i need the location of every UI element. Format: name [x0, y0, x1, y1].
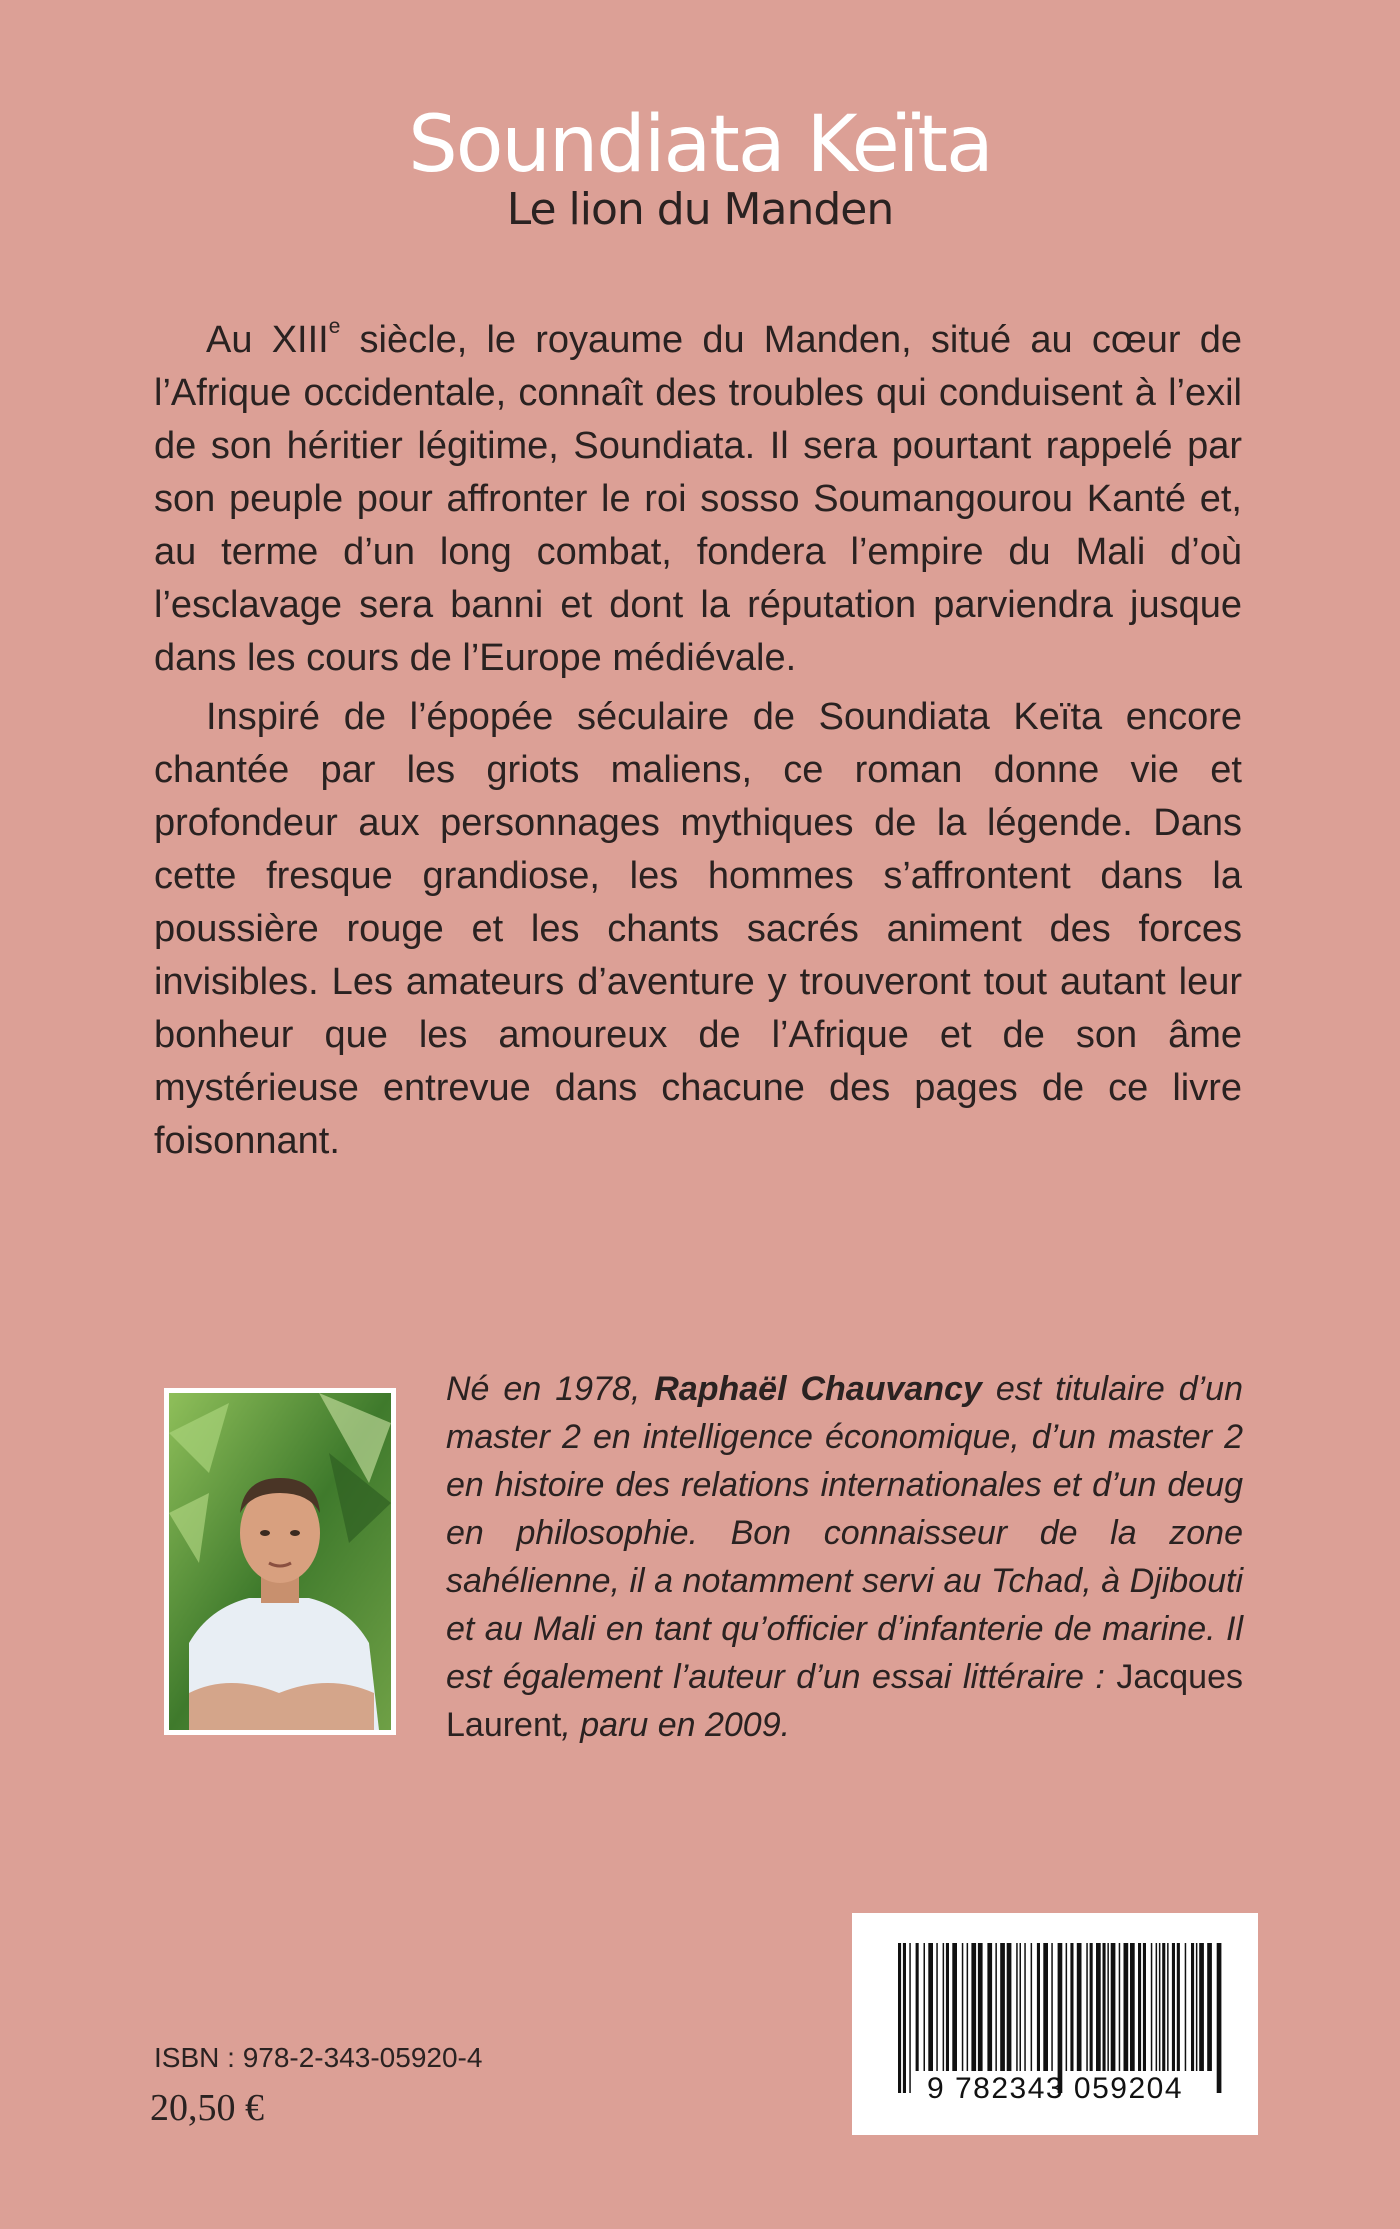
bio-text: est titulaire d’un master 2 en intelligence économique, d’un master 2 en histoire des relations internationales et d’un deug en philosophie. Bon connaisseur de la zone sahélienne, il a notamment servi au Tchad, à Djibouti et au Mali en tant qu’officier d’infanterie de marine. Il est également l’auteur d’un essai littéraire : [446, 1370, 1244, 1696]
barcode-bar [987, 1943, 992, 2071]
barcode-bar [967, 1943, 969, 2071]
barcode-bar [1199, 1943, 1204, 2071]
barcode-bar [1043, 1943, 1048, 2071]
blurb-p1-rest: siècle, le royaume du Manden, situé au cœur de l’Afrique occidentale, connaît des troubles qui conduisent à l’exil de son héritier légitime, Soundiata. Il sera pourtant rappelé par son peuple pour affronter le roi sosso Soumangourou Kanté et, au terme d’un long combat, fondera l’empire du Mali d’où l’esclavage sera banni et dont la réputation parviendra jusque dans les cours de l’Europe médiévale. [154, 319, 1242, 679]
barcode-bar [1051, 1943, 1053, 2071]
barcode-bar [924, 1943, 926, 2071]
barcode-bar [1185, 1943, 1187, 2071]
barcode-bar [1007, 1943, 1012, 2071]
author-biography [446, 1365, 1243, 1749]
barcode-bar [1070, 1943, 1073, 2071]
book-title: Soundiata Keïta [408, 100, 992, 190]
barcode-bar [1096, 1943, 1101, 2071]
barcode-bar [1016, 1943, 1018, 2071]
barcode-bar [909, 1943, 911, 2093]
blurb-paragraph-1 [154, 314, 1242, 685]
author-photo [164, 1388, 396, 1735]
barcode-bar [1020, 1943, 1022, 2071]
price: 20,50 € [150, 2087, 264, 2129]
barcode-bar [1167, 1943, 1169, 2071]
barcode-bar [943, 1943, 945, 2071]
barcode-bar [946, 1943, 949, 2071]
barcode-bar [1172, 1943, 1175, 2071]
barcode-bar [995, 1943, 997, 2071]
barcode-bar [1177, 1943, 1180, 2071]
barcode-bar [1107, 1943, 1109, 2071]
barcode-bar [1077, 1943, 1082, 2071]
barcode-bar [1217, 1943, 1222, 2093]
barcode-bar [1143, 1943, 1146, 2071]
bio-lead: Né en 1978, [446, 1370, 655, 1408]
author-name: Raphaël Chauvancy [654, 1370, 982, 1408]
book-subtitle: Le lion du Manden [506, 184, 894, 235]
bio-tail: , paru en 2009. [561, 1706, 791, 1744]
barcode-bar [1111, 1943, 1116, 2071]
barcode-bar [1124, 1943, 1129, 2071]
barcode-bar [1138, 1943, 1141, 2071]
barcode-bar [936, 1943, 938, 2071]
barcode-bar [1024, 1943, 1026, 2071]
barcode-bar [962, 1943, 964, 2071]
barcode-bar [1058, 1943, 1063, 2093]
back-cover-blurb [154, 314, 1242, 1168]
century-superscript: e [328, 315, 341, 339]
barcode-bar [1031, 1943, 1033, 2071]
barcode-digits: 9 782343 059204 [926, 2072, 1184, 2105]
barcode-bar [898, 1943, 901, 2093]
blurb-p1-start: Au XIII [206, 319, 329, 361]
barcode-bar [916, 1943, 919, 2071]
barcode-bar [1037, 1943, 1040, 2071]
barcode-bar [1196, 1943, 1198, 2071]
barcode-bar [1090, 1943, 1093, 2071]
barcode-bar [1119, 1943, 1121, 2071]
blurb-paragraph-2: Inspiré de l’épopée séculaire de Soundiata Keïta encore chantée par les griots maliens, ce roman donne vie et profondeur aux personnages mythiques de la légende. Dans cette fresque grandiose, les hommes s’affrontent dans la poussière rouge et les chants sacrés animent des forces invisibles. Les amateurs d’aventure y trouveront tout autant leur bonheur que les amoureux de l’Afrique et de son âme mystérieuse entrevue dans chacune des pages de ce livre foisonnant. [154, 696, 1242, 1162]
barcode-bar [952, 1943, 957, 2071]
barcode [852, 1913, 1258, 2135]
barcode-bar [1130, 1943, 1135, 2071]
barcode-bar [903, 1943, 906, 2093]
barcode-bar [1159, 1943, 1161, 2071]
barcode-bar [1151, 1943, 1153, 2071]
barcode-bar [1162, 1943, 1165, 2071]
barcode-bar [928, 1943, 933, 2071]
author-portrait-image [169, 1393, 391, 1730]
isbn: ISBN : 978-2-343-05920-4 [154, 2042, 483, 2073]
barcode-bar [978, 1943, 983, 2071]
barcode-bar [971, 1943, 976, 2071]
barcode-bar [1066, 1943, 1068, 2071]
barcode-bar [1086, 1943, 1088, 2071]
barcode-bar [1207, 1943, 1212, 2071]
book-reference: Jacques Laurent [446, 1658, 1243, 1744]
barcode-bar [1156, 1943, 1158, 2071]
barcode-bar [1191, 1943, 1194, 2071]
barcode-bar [1103, 1943, 1106, 2071]
barcode-bar [1000, 1943, 1005, 2071]
